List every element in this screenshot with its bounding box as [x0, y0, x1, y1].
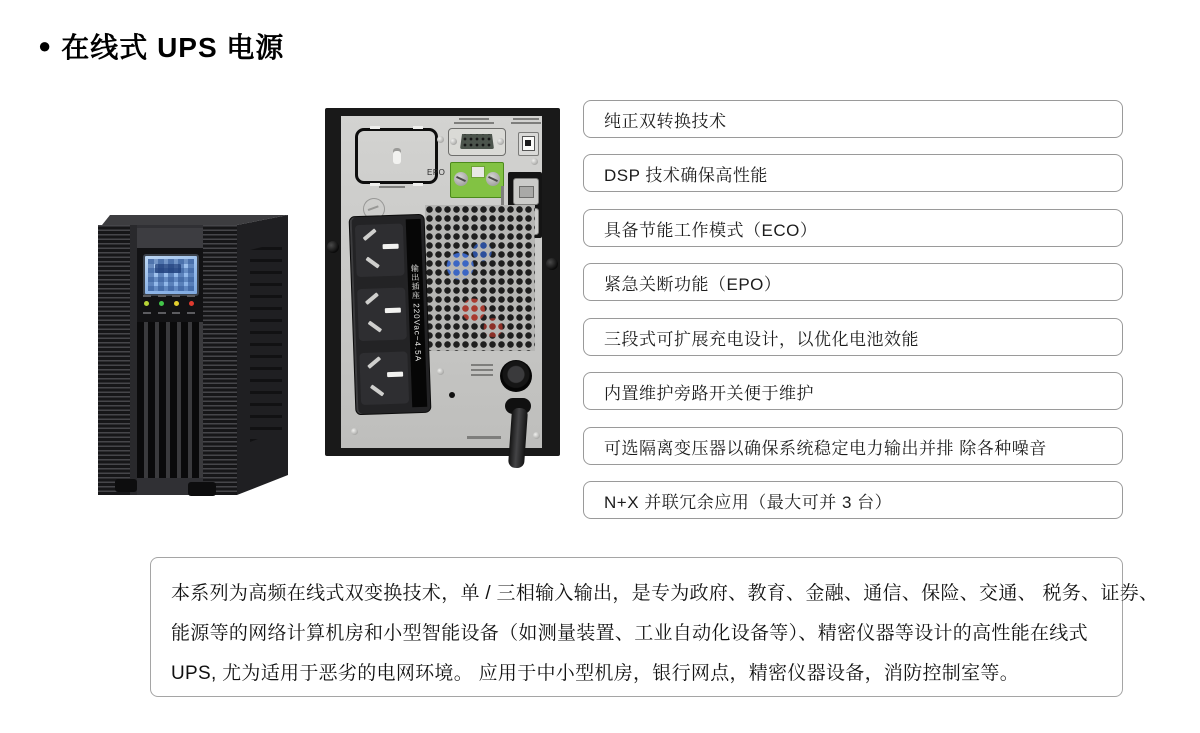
ups-right-louver	[203, 225, 237, 495]
breaker-label-smudge	[471, 364, 493, 366]
usb-label-smudge	[513, 118, 539, 120]
description-box	[150, 557, 1159, 697]
fan-grille	[425, 205, 535, 351]
feature-label: DSP 技术确保高性能	[604, 165, 768, 185]
led-indicator-battery	[174, 301, 179, 306]
epo-label: EPO	[427, 168, 446, 177]
output-sockets	[349, 214, 432, 416]
epo-terminal	[450, 162, 504, 198]
feature-box-5	[583, 318, 1123, 356]
output-socket	[359, 351, 409, 405]
page-title-text: 在线式 UPS 电源	[61, 32, 285, 63]
feature-box-4	[583, 263, 1123, 301]
led-indicator-power	[144, 301, 149, 306]
frame-bolt	[546, 258, 558, 270]
ups-rear-photo	[325, 108, 560, 456]
ups-left-louver	[98, 225, 130, 495]
usb-port	[518, 132, 539, 156]
ups-front-face	[98, 225, 237, 495]
panel-screw	[531, 158, 538, 165]
led-indicators	[144, 301, 194, 306]
led-indicator-line	[159, 301, 164, 306]
panel-screw	[533, 432, 540, 439]
ups-control-panel	[137, 248, 203, 322]
page-title	[38, 26, 284, 66]
feature-label: 纯正双转换技术	[604, 111, 727, 131]
lcd-display	[143, 254, 199, 296]
description-line-2: 能源等的网络计算机房和小型智能设备（如测量装置、工业自动化设备等）、精密仪器等设计的高性能在线式	[171, 623, 1088, 644]
description-line-3: UPS, 尤为适用于恶劣的电网环境。 应用于中小型机房，银行网点，精密仪器设备，消防控制室等。	[171, 663, 1020, 684]
usb-label-smudge	[511, 122, 541, 124]
serial-port	[448, 128, 506, 156]
panel-screw	[437, 368, 444, 375]
feature-box-1	[583, 100, 1123, 138]
breaker-label-smudge	[471, 374, 493, 376]
ups-front-photo	[60, 190, 310, 515]
serial-label-smudge	[454, 122, 494, 124]
feature-box-2	[583, 154, 1123, 192]
ups-foot	[115, 479, 137, 492]
title-bullet-icon: ●	[38, 33, 52, 58]
frame-bolt	[327, 241, 339, 253]
feature-label: N+X 并联冗余应用（最大可并 3 台）	[604, 492, 893, 512]
feature-box-8	[583, 481, 1123, 519]
front-grille	[137, 322, 203, 478]
feature-label: 三段式可扩展充电设计，以优化电池效能	[604, 329, 919, 349]
input-label-smudge	[467, 436, 501, 439]
feature-label: 紧急关断功能（EPO）	[604, 274, 782, 294]
panel-buttons	[143, 312, 195, 314]
panel-screw	[351, 428, 358, 435]
led-labels	[143, 295, 195, 297]
circuit-breaker	[500, 360, 532, 392]
breaker-label-smudge	[471, 369, 493, 371]
outlet-strip-label: 输出插座 220Vac~4.5A	[406, 219, 428, 407]
rear-panel-plate	[341, 116, 542, 448]
ups-blank-panel	[137, 228, 203, 248]
slot-label-smudge	[379, 186, 405, 188]
panel-hole	[449, 392, 455, 398]
feature-box-7	[583, 427, 1123, 465]
output-socket	[357, 287, 407, 341]
feature-box-3	[583, 209, 1123, 247]
feature-label: 可选隔离变压器以确保系统稳定电力输出并排 除各种噪音	[604, 438, 1047, 458]
led-indicator-fault	[189, 301, 194, 306]
panel-screw	[437, 136, 444, 143]
serial-label-smudge	[459, 118, 489, 120]
feature-label: 具备节能工作模式（ECO）	[604, 220, 818, 240]
output-socket	[355, 223, 405, 277]
ups-foot	[188, 482, 216, 496]
input-cable	[508, 408, 528, 469]
smart-slot-knockout	[355, 128, 438, 184]
feature-label: 内置维护旁路开关便于维护	[604, 383, 814, 403]
description-line-1: 本系列为高频在线式双变换技术，单 / 三相输入输出，是专为政府、教育、金融、通信、保险、交通、 税务、证券、	[171, 583, 1159, 604]
feature-box-6	[583, 372, 1123, 410]
